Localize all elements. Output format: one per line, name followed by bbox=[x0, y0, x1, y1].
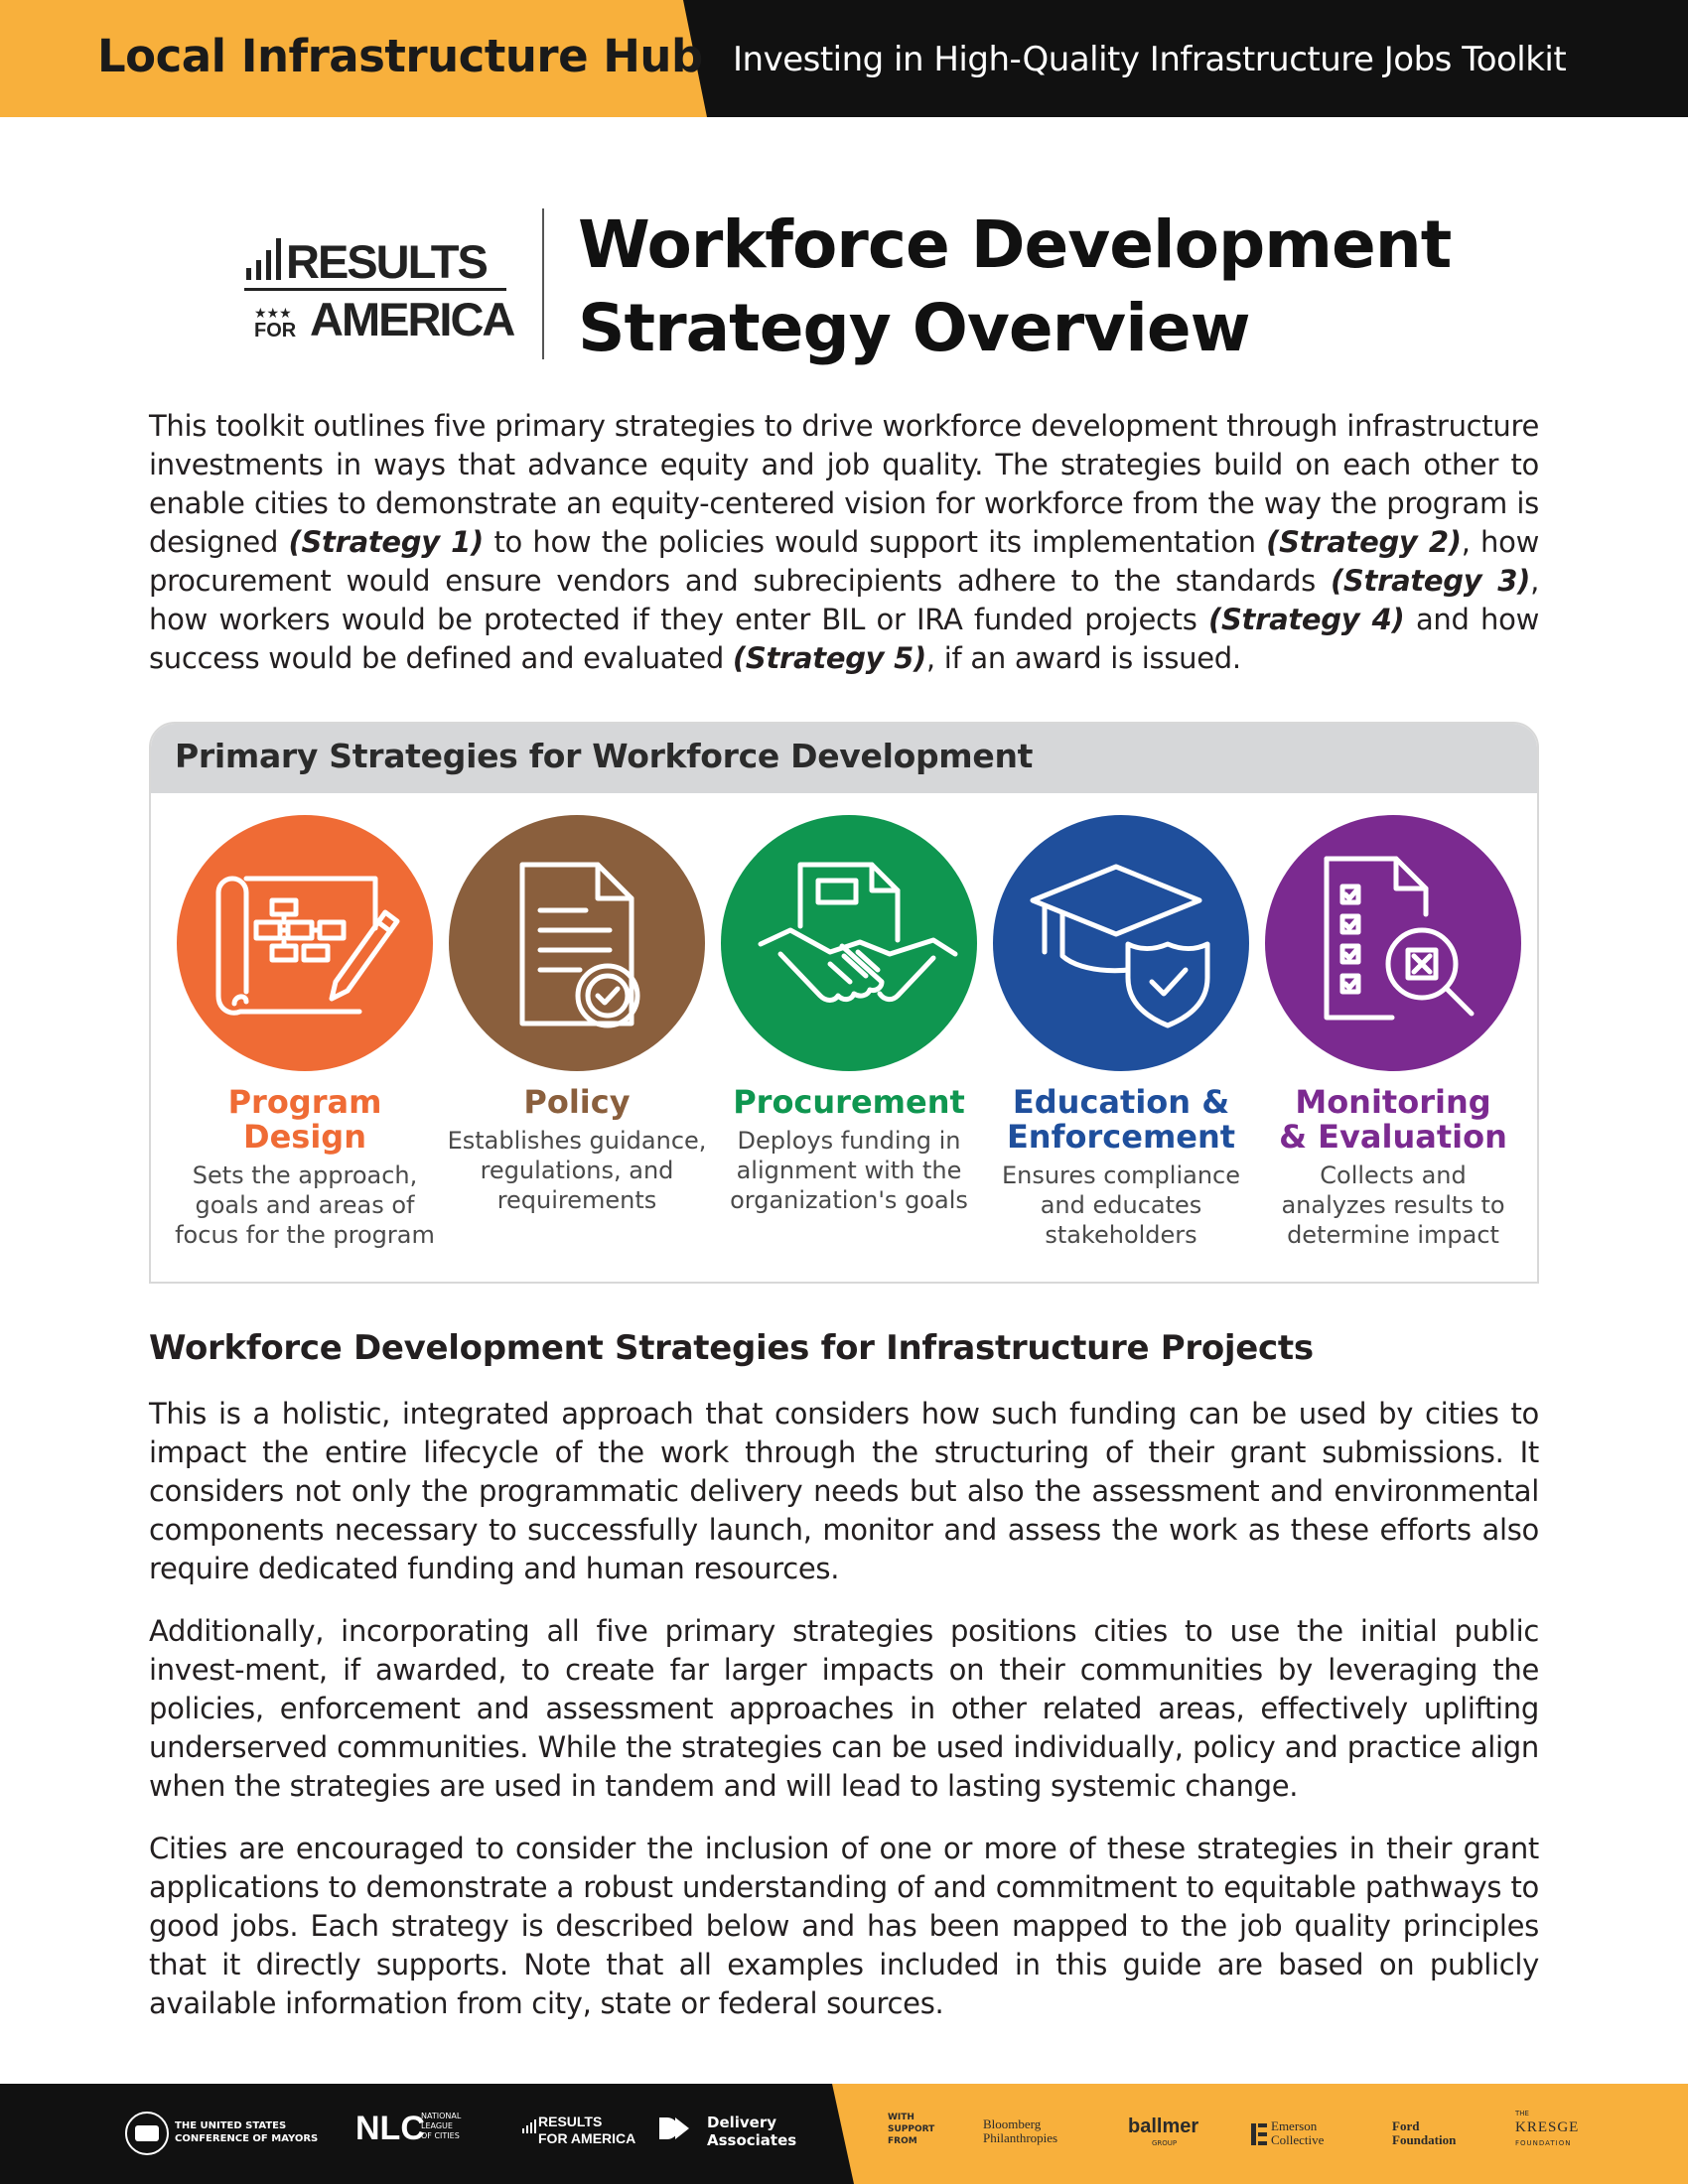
primary-strategies-title: Primary Strategies for Workforce Development bbox=[175, 737, 1034, 775]
strategy-name: Policy bbox=[523, 1083, 631, 1121]
strategy-circle bbox=[993, 815, 1249, 1071]
strategy-procurement bbox=[713, 815, 985, 1215]
ballmer-logo-subtext: GROUP bbox=[1152, 2139, 1178, 2147]
footer-bar bbox=[0, 2084, 1688, 2184]
strategy-education-enforcement bbox=[985, 815, 1257, 1250]
section-paragraph-1: This is a holistic, integrated approach that considers how such funding can be used by cities to impact the entire lifecycle of the work through the structuring of their grant submissions. It considers not only the programmatic delivery needs but also the assessment and environmental components necessary to successfully launch, monitor and assess the work as these efforts also require dedicated funding and human resources. bbox=[149, 1397, 1539, 1585]
nlc-logo-text: NLC bbox=[355, 2110, 425, 2147]
logo-divider bbox=[542, 208, 544, 359]
strategy-ref-4: (Strategy 4) bbox=[1208, 603, 1405, 636]
strategy-ref-5: (Strategy 5) bbox=[732, 641, 926, 675]
strategy-policy bbox=[441, 815, 713, 1215]
intro-text-1: This toolkit outlines five primary strategies to drive workforce development through infrastructure investments in ways that advance equity and job quality. The strategies build on each other to enable cities to demonstrate an equity-centered vision for workforce from the way the program is designed bbox=[149, 409, 1539, 559]
mayors-seal-icon bbox=[125, 2112, 169, 2155]
intro-text-6: , if an award is issued. bbox=[925, 641, 1241, 675]
svg-text:★★★: ★★★ bbox=[254, 306, 292, 322]
section-paragraph-2: Additionally, incorporating all five primary strategies positions cities to use the initial public invest-ment, if awarded, to create far larger impacts on their communities by leveraging the policies, enforcement and assessment approaches in other related areas, effectively uplifting underserved communities. While the strategies can be used individually, policy and practice align when the strategies are used in tandem and will lead to lasting systemic change. bbox=[149, 1614, 1539, 1803]
strategy-name: Procurement bbox=[733, 1083, 965, 1121]
intro-text-3: , how procurement would ensure vendors and subrecipients adhere to the standards bbox=[149, 525, 1539, 598]
kresge-logo-text: KRESGE bbox=[1515, 2119, 1580, 2135]
logo-for-text: FOR bbox=[254, 320, 297, 341]
strategy-description: Sets the approach, goals and areas of focus for the program bbox=[175, 1161, 435, 1249]
checklist-magnifier-icon bbox=[1265, 815, 1521, 1071]
strategy-name: Monitoring & Evaluation bbox=[1279, 1083, 1507, 1156]
intro-paragraph bbox=[149, 407, 1539, 678]
emerson-collective-text: Emerson Collective bbox=[1271, 2118, 1325, 2147]
results-footer-logo-text: RESULTS FOR AMERICA bbox=[538, 2114, 636, 2146]
kresge-logo-subtext: FOUNDATION bbox=[1515, 2139, 1572, 2147]
strategy-circle bbox=[721, 815, 977, 1071]
strategy-circle bbox=[1265, 815, 1521, 1071]
blueprint-icon bbox=[177, 815, 433, 1071]
primary-strategies-header bbox=[151, 724, 1537, 793]
toolkit-title: Investing in High-Quality Infrastructure Jobs Toolkit bbox=[733, 40, 1567, 79]
primary-strategies-panel bbox=[149, 722, 1539, 1284]
delivery-associates-text: Delivery Associates bbox=[707, 2114, 797, 2149]
kresge-small-text: THE bbox=[1515, 2110, 1529, 2117]
ford-foundation-text: Ford Foundation bbox=[1392, 2118, 1457, 2147]
support-label: WITH SUPPORT FROM bbox=[888, 2113, 935, 2146]
strategy-ref-2: (Strategy 2) bbox=[1266, 525, 1462, 559]
results-logo-bars-icon bbox=[522, 2119, 536, 2133]
strategy-description: Establishes guidance, regulations, and requirements bbox=[447, 1127, 707, 1214]
graduation-cap-shield-icon bbox=[993, 815, 1249, 1071]
page-title bbox=[578, 204, 1451, 370]
page-title-line-2: Strategy Overview bbox=[578, 290, 1250, 366]
ballmer-logo-text: ballmer bbox=[1128, 2116, 1199, 2137]
strategy-description: Ensures compliance and educates stakeholders bbox=[1001, 1161, 1241, 1249]
nlc-logo-subtext: NATIONAL LEAGUE OF CITIES bbox=[421, 2112, 462, 2140]
strategy-ref-3: (Strategy 3) bbox=[1330, 564, 1531, 598]
emerson-collective-icon bbox=[1251, 2123, 1267, 2145]
section-heading: Workforce Development Strategies for Infrastructure Projects bbox=[149, 1328, 1314, 1368]
handshake-icon bbox=[721, 815, 977, 1071]
strategy-circle bbox=[449, 815, 705, 1071]
strategy-description: Collects and analyzes results to determine impact bbox=[1281, 1161, 1505, 1249]
delivery-associates-icon bbox=[659, 2117, 689, 2139]
strategy-name: Education & Enforcement bbox=[1006, 1083, 1236, 1156]
strategy-ref-1: (Strategy 1) bbox=[288, 525, 485, 559]
intro-text-2: to how the policies would support its implementation bbox=[484, 525, 1267, 559]
page-title-line-1: Workforce Development bbox=[578, 206, 1452, 283]
section-paragraph-3: Cities are encouraged to consider the inclusion of one or more of these strategies in their grant applications to demonstrate a robust understanding of and commitment to equitable pathways to good jobs. Each strategy is described below and has been mapped to the job quality principles that it directly supports. Note that all examples included in this guide are based on publicly available information from city, state or federal sources. bbox=[149, 1832, 1539, 2020]
strategy-program-design bbox=[169, 815, 441, 1250]
strategy-circle bbox=[177, 815, 433, 1071]
results-for-america-logo bbox=[244, 230, 522, 359]
intro-text-4: , how workers would be protected if they enter BIL or IRA funded projects bbox=[149, 564, 1539, 636]
intro-text-5: and how success would be defined and evaluated bbox=[149, 603, 1539, 675]
strategy-description: Deploys funding in alignment with the organization's goals bbox=[730, 1127, 968, 1214]
policy-document-icon bbox=[449, 815, 705, 1071]
strategy-name: Program Design bbox=[227, 1083, 382, 1156]
bloomberg-logo-text: Bloomberg Philanthropies bbox=[983, 2116, 1058, 2145]
hub-title: Local Infrastructure Hub bbox=[97, 30, 703, 82]
strategy-monitoring-evaluation bbox=[1257, 815, 1529, 1250]
header-bar bbox=[0, 0, 1688, 117]
logo-results-text: RESULTS bbox=[286, 235, 487, 288]
logo-america-text: AMERICA bbox=[310, 293, 514, 345]
mayors-logo-text: THE UNITED STATES CONFERENCE OF MAYORS bbox=[175, 2120, 319, 2144]
